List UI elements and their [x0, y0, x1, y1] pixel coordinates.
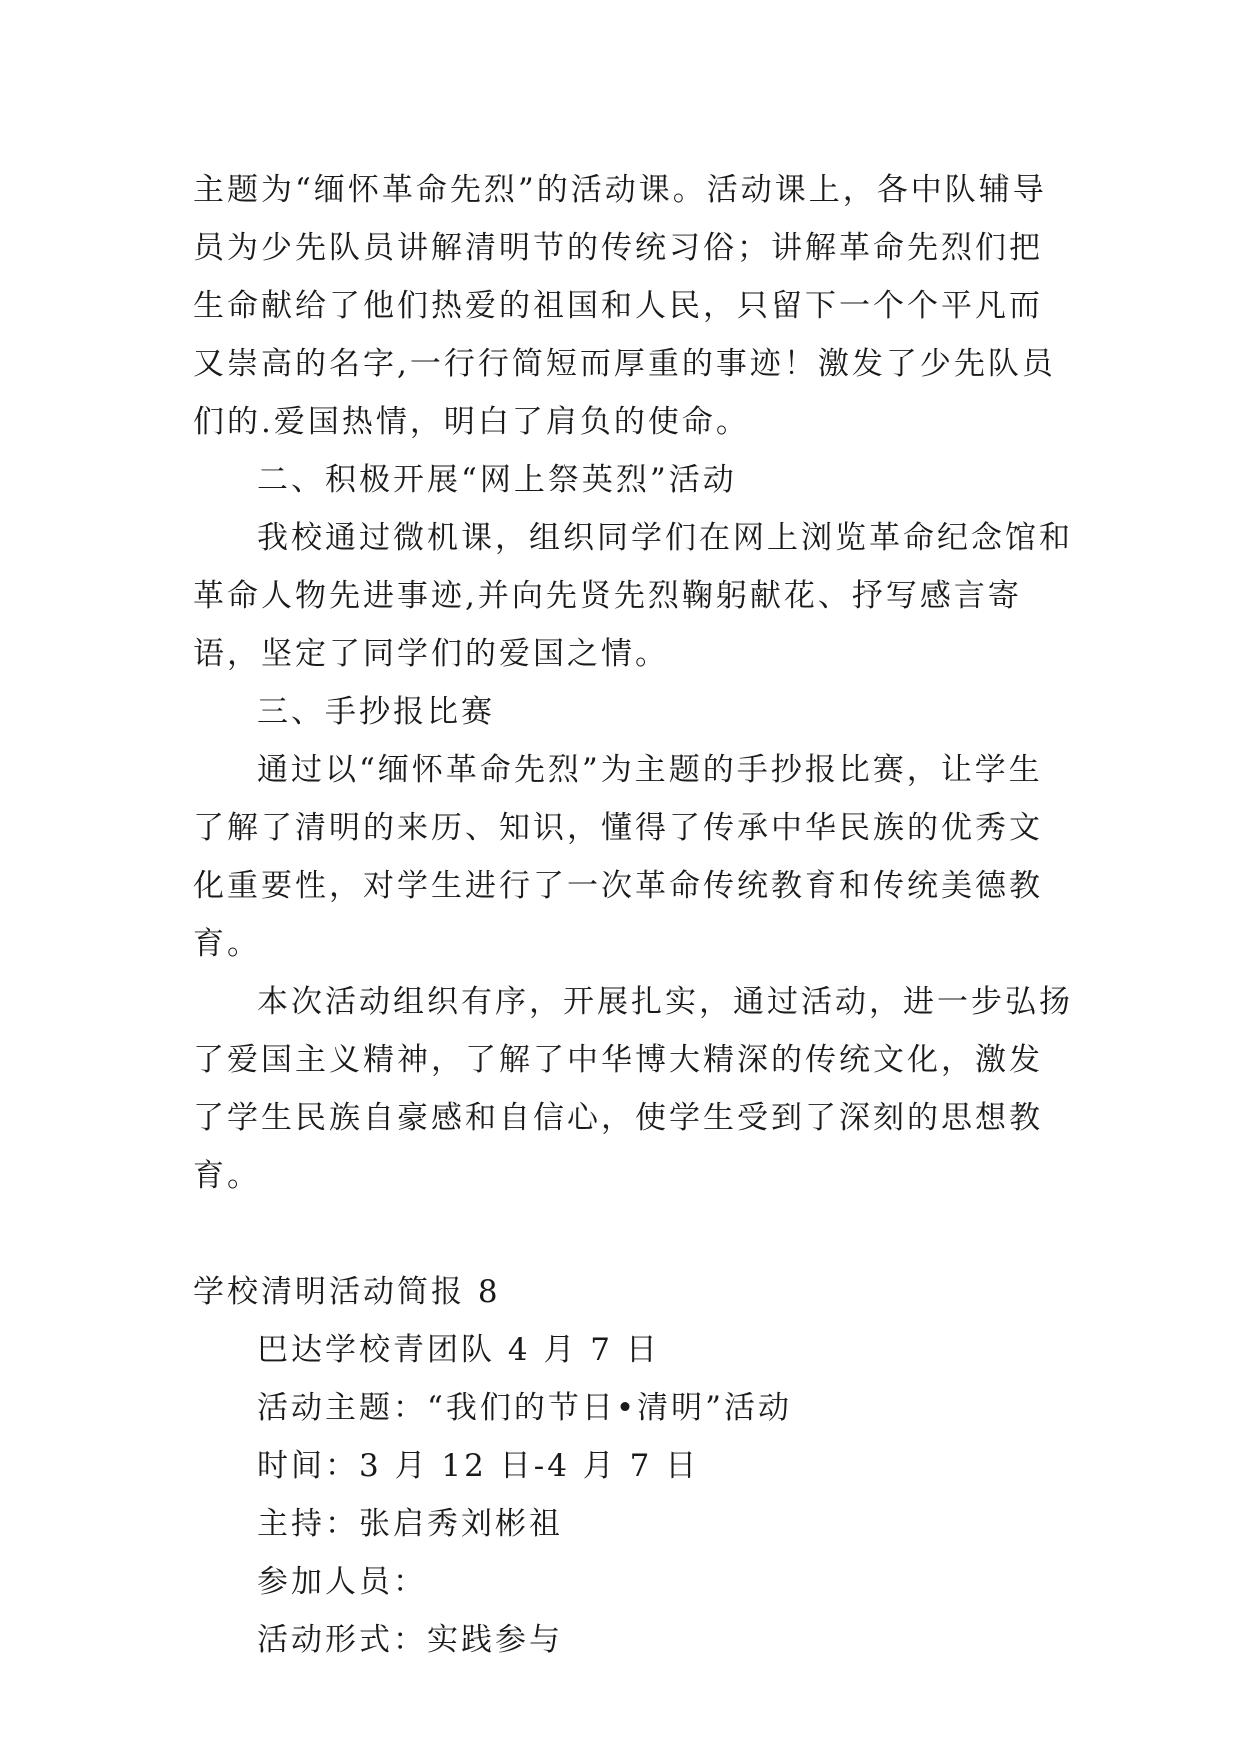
info-theme: 活动主题：“我们的节日•清明”活动 [257, 1390, 792, 1426]
heading-online-memorial: 二、积极开展“网上祭英烈”活动 [257, 462, 737, 498]
paragraph-summary: 本次活动组织有序，开展扎实，通过活动，进一步弘扬了爱国主义精神，了解了中华博大精深的传统文化，激发了学生民族自豪感和自信心，使学生受到了深刻的思想教育。 [193, 984, 1073, 1194]
section-title: 学校清明活动简报 8 [193, 1274, 501, 1310]
info-organizer-date: 巴达学校青团队 4 月 7 日 [257, 1332, 660, 1368]
info-host: 主持：张启秀刘彬祖 [257, 1506, 563, 1542]
paragraph-activity-class: 主题为“缅怀革命先烈”的活动课。活动课上，各中队辅导员为少先队员讲解清明节的传统习俗；讲解革命先烈们把生命献给了他们热爱的祖国和人民，只留下一个个平凡而又崇高的名字,一行行简短而厚重的事迹！激发了少先队员们的.爱国热情，明白了肩负的使命。 [193, 172, 1056, 440]
info-participants: 参加人员： [257, 1564, 427, 1600]
paragraph-online-memorial: 我校通过微机课，组织同学们在网上浏览革命纪念馆和革命人物先进事迹,并向先贤先烈鞠躬献花、抒写感言寄语，坚定了同学们的爱国之情。 [193, 520, 1073, 672]
info-time: 时间：3 月 12 日-4 月 7 日 [257, 1448, 700, 1484]
paragraph-handwritten-newspaper: 通过以“缅怀革命先烈”为主题的手抄报比赛，让学生了解了清明的来历、知识，懂得了传承中华民族的优秀文化重要性，对学生进行了一次革命传统教育和传统美德教育。 [193, 752, 1043, 962]
document-body [193, 161, 1073, 1669]
info-form: 活动形式：实践参与 [257, 1622, 563, 1658]
heading-handwritten-newspaper: 三、手抄报比赛 [257, 694, 495, 730]
